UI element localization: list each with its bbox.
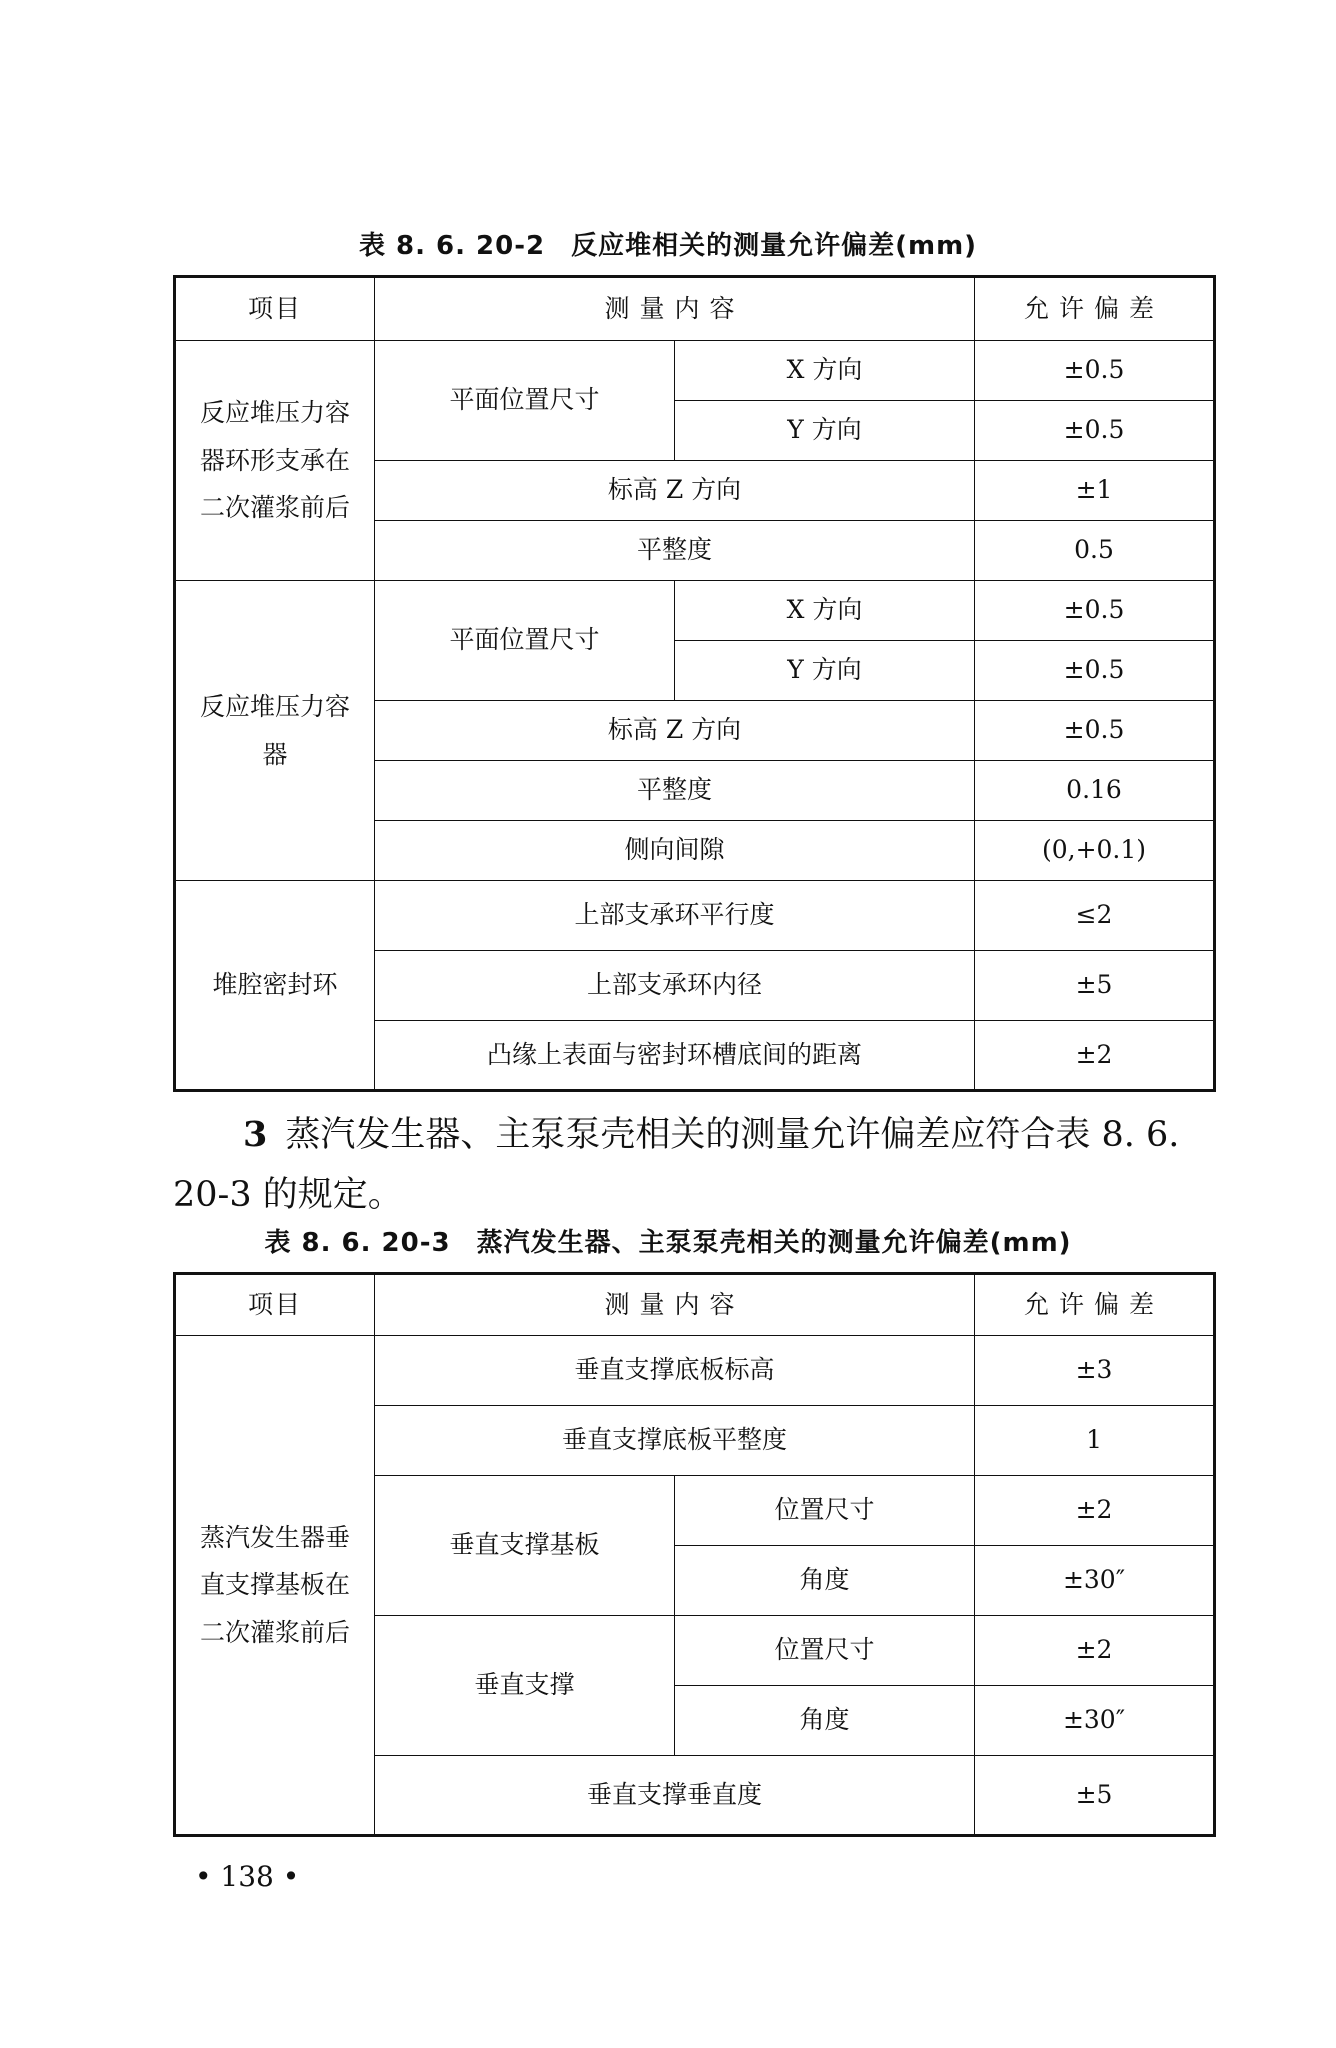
table1-group2-elev: 标高 Z 方向 [375,701,975,761]
table2-sup-postol: ±2 [975,1616,1215,1686]
table1 [173,275,1216,1092]
table1-caption [0,225,1336,262]
table1-header-item: 项目 [175,277,375,341]
table1-group3-r2tol: ±5 [975,951,1215,1021]
table1-group1-flat: 平整度 [375,521,975,581]
paragraph-3 [173,1105,1223,1225]
table1-group1-elev: 标高 Z 方向 [375,461,975,521]
table1-group3-r3: 凸缘上表面与密封环槽底间的距离 [375,1021,975,1091]
table2-r2tol: 1 [975,1406,1215,1476]
table1-group1-xdir: X 方向 [675,341,975,401]
table2 [173,1272,1216,1837]
table2-caption [0,1222,1336,1259]
table2-caption-text: 蒸汽发生器、主泵泵壳相关的测量允许偏差(mm) [476,1228,1072,1258]
table1-group2-ytol: ±0.5 [975,641,1215,701]
table1-group1-item: 反应堆压力容器环形支承在二次灌浆前后 [175,341,375,581]
table1-group2-gaptol: (0,+0.1) [975,821,1215,881]
table1-group3-r3tol: ±2 [975,1021,1215,1091]
table1-group1-plane: 平面位置尺寸 [375,341,675,461]
table2-header-item: 项目 [175,1274,375,1336]
table-row [175,881,1215,951]
table2-sup-ang: 角度 [675,1686,975,1756]
table-row [175,1336,1215,1406]
table1-header-content: 测量内容 [375,277,975,341]
table2-item: 蒸汽发生器垂直支撑基板在二次灌浆前后 [175,1336,375,1836]
table1-header-row [175,277,1215,341]
table1-group2-item: 反应堆压力容器 [175,581,375,881]
table2-rlast: 垂直支撑垂直度 [375,1756,975,1836]
table2-caption-number: 表 8. 6. 20-3 [264,1228,451,1258]
table2-base-angtol: ±30″ [975,1546,1215,1616]
table1-header-tolerance: 允许偏差 [975,277,1215,341]
table2-base-pos: 位置尺寸 [675,1476,975,1546]
table2-sup: 垂直支撑 [375,1616,675,1756]
table1-caption-number: 表 8. 6. 20-2 [358,231,546,261]
table1-group1-ytol: ±0.5 [975,401,1215,461]
table1-group3-r1tol: ≤2 [975,881,1215,951]
table1-group2-elevtol: ±0.5 [975,701,1215,761]
table2-base-ang: 角度 [675,1546,975,1616]
table2-rlasttol: ±5 [975,1756,1215,1836]
table2-r1: 垂直支撑底板标高 [375,1336,975,1406]
table2-header-tolerance: 允许偏差 [975,1274,1215,1336]
table1-group2-ydir: Y 方向 [675,641,975,701]
table-row [175,341,1215,401]
table1-group2-flattol: 0.16 [975,761,1215,821]
table1-group2-xtol: ±0.5 [975,581,1215,641]
table2-base: 垂直支撑基板 [375,1476,675,1616]
table2-base-postol: ±2 [975,1476,1215,1546]
table2-sup-pos: 位置尺寸 [675,1616,975,1686]
table-row [175,581,1215,641]
table2-header-row [175,1274,1215,1336]
table2-header-content: 测量内容 [375,1274,975,1336]
table1-group1-ydir: Y 方向 [675,401,975,461]
table1-group2-flat: 平整度 [375,761,975,821]
paragraph-number: 3 [243,1114,268,1155]
table1-group2-plane: 平面位置尺寸 [375,581,675,701]
table1-group3-r1: 上部支承环平行度 [375,881,975,951]
table1-caption-text: 反应堆相关的测量允许偏差(mm) [571,231,978,261]
paragraph-text: 蒸汽发生器、主泵泵壳相关的测量允许偏差应符合表 8. 6. 20-3 的规定。 [173,1115,1180,1215]
table1-group2-xdir: X 方向 [675,581,975,641]
table1-group3-item: 堆腔密封环 [175,881,375,1091]
table1-group2-gap: 侧向间隙 [375,821,975,881]
table2-r1tol: ±3 [975,1336,1215,1406]
table1-group1-flattol: 0.5 [975,521,1215,581]
table2-sup-angtol: ±30″ [975,1686,1215,1756]
table1-group1-elevtol: ±1 [975,461,1215,521]
table1-group1-xtol: ±0.5 [975,341,1215,401]
page-number: • 138 • [195,1860,300,1893]
table2-r2: 垂直支撑底板平整度 [375,1406,975,1476]
table1-group3-r2: 上部支承环内径 [375,951,975,1021]
